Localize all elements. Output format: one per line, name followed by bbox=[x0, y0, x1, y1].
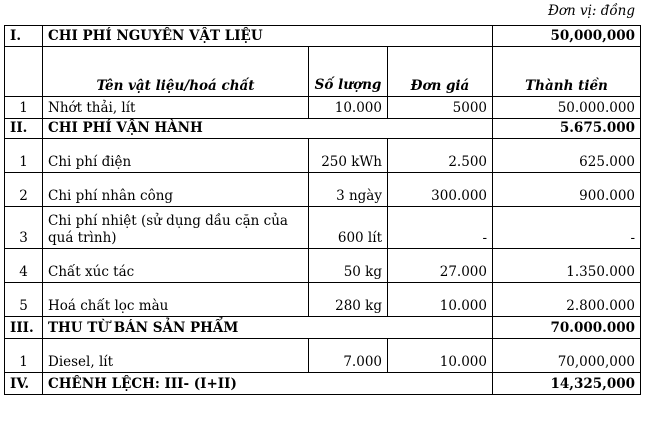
section-title: THU TỪ BÁN SẢN PHẨM bbox=[43, 317, 493, 339]
section-total: 5.675.000 bbox=[493, 119, 641, 139]
row-qty: 10.000 bbox=[309, 97, 388, 119]
unit-label: Đơn vị: đồng bbox=[547, 3, 635, 19]
row-name: Nhớt thải, lít bbox=[43, 97, 309, 119]
section-no: III. bbox=[5, 317, 43, 339]
header-row bbox=[5, 47, 641, 97]
row-qty: 600 lít bbox=[309, 207, 388, 249]
row-price: - bbox=[388, 207, 493, 249]
row-amount: 625.000 bbox=[493, 139, 641, 173]
row-no: 1 bbox=[5, 339, 43, 373]
row-price: 10.000 bbox=[388, 283, 493, 317]
section-row-operations bbox=[5, 119, 641, 139]
section-title: CHI PHÍ VẬN HÀNH bbox=[43, 119, 493, 139]
row-no: 4 bbox=[5, 249, 43, 283]
row-name: Chất xúc tác bbox=[43, 249, 309, 283]
row-amount: 900.000 bbox=[493, 173, 641, 207]
table-row bbox=[5, 207, 641, 249]
row-qty: 7.000 bbox=[309, 339, 388, 373]
row-price: 300.000 bbox=[388, 173, 493, 207]
section-title: CHÊNH LỆCH: III- (I+II) bbox=[43, 373, 493, 395]
section-total: 70.000.000 bbox=[493, 317, 641, 339]
row-amount: 50.000.000 bbox=[493, 97, 641, 119]
row-name: Chi phí nhiệt (sử dụng dầu cặn của quá trình) bbox=[43, 207, 309, 249]
table-row bbox=[5, 339, 641, 373]
row-name: Hoá chất lọc màu bbox=[43, 283, 309, 317]
row-no: 2 bbox=[5, 173, 43, 207]
section-no: IV. bbox=[5, 373, 43, 395]
row-no: 1 bbox=[5, 97, 43, 119]
row-price: 27.000 bbox=[388, 249, 493, 283]
row-qty: 280 kg bbox=[309, 283, 388, 317]
row-no: 5 bbox=[5, 283, 43, 317]
section-title: CHI PHÍ NGUYÊN VẬT LIỆU bbox=[43, 26, 493, 47]
table-row bbox=[5, 173, 641, 207]
section-row-product-revenue bbox=[5, 317, 641, 339]
table-row bbox=[5, 283, 641, 317]
row-amount: 1.350.000 bbox=[493, 249, 641, 283]
row-name: Chi phí điện bbox=[43, 139, 309, 173]
header-material: Tên vật liệu/hoá chất bbox=[43, 47, 309, 97]
row-name: Diesel, lít bbox=[43, 339, 309, 373]
cost-table bbox=[4, 25, 641, 395]
table-row bbox=[5, 249, 641, 283]
row-qty: 250 kWh bbox=[309, 139, 388, 173]
section-row-materials bbox=[5, 26, 641, 47]
row-qty: 50 kg bbox=[309, 249, 388, 283]
row-name: Chi phí nhân công bbox=[43, 173, 309, 207]
section-no: II. bbox=[5, 119, 43, 139]
row-price: 2.500 bbox=[388, 139, 493, 173]
section-total: 50,000,000 bbox=[493, 26, 641, 47]
section-no: I. bbox=[5, 26, 43, 47]
row-amount: 2.800.000 bbox=[493, 283, 641, 317]
table-row bbox=[5, 139, 641, 173]
row-no: 1 bbox=[5, 139, 43, 173]
header-unit-price: Đơn giá bbox=[388, 47, 493, 97]
row-amount: 70,000,000 bbox=[493, 339, 641, 373]
header-amount: Thành tiền bbox=[493, 47, 641, 97]
row-qty: 3 ngày bbox=[309, 173, 388, 207]
row-no: 3 bbox=[5, 207, 43, 249]
section-total: 14,325,000 bbox=[493, 373, 641, 395]
row-amount: - bbox=[493, 207, 641, 249]
row-price: 10.000 bbox=[388, 339, 493, 373]
row-price: 5000 bbox=[388, 97, 493, 119]
table-row bbox=[5, 97, 641, 119]
header-quantity: Số lượng bbox=[309, 47, 388, 97]
header-no-cell bbox=[5, 47, 43, 97]
section-row-difference bbox=[5, 373, 641, 395]
